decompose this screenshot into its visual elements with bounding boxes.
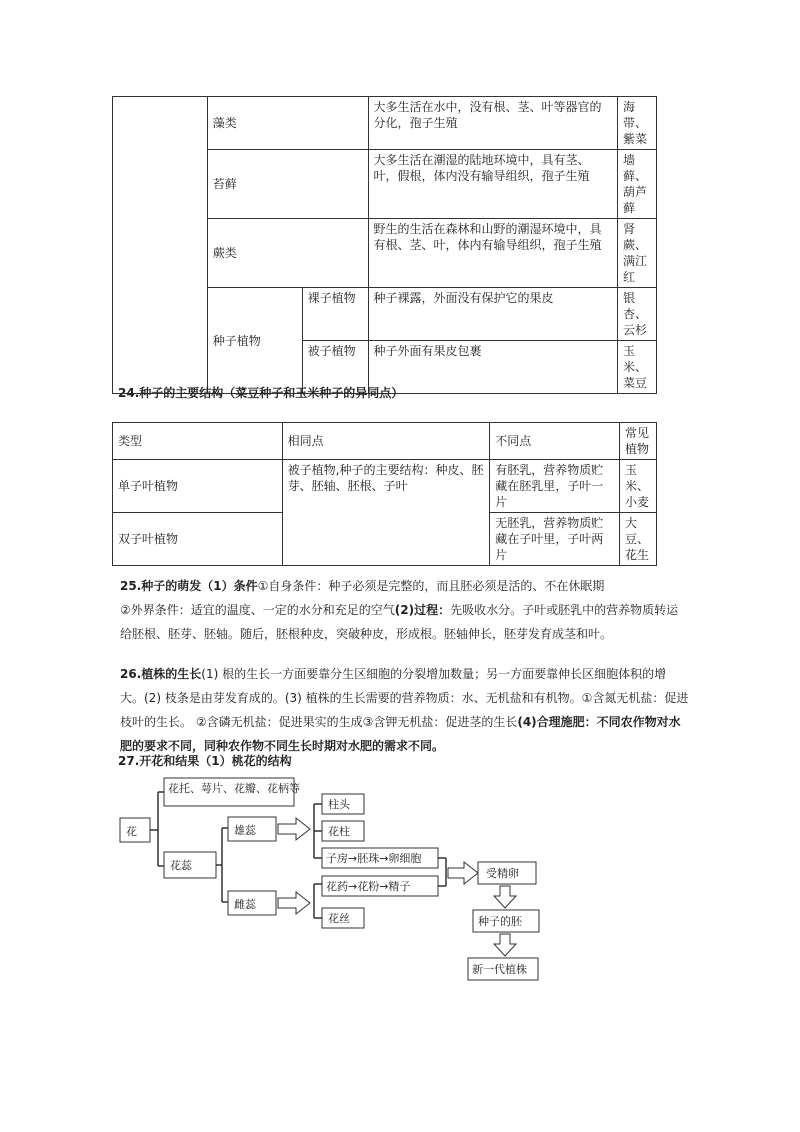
section-25-text: ②外界条件：适宜的温度、一定的水分和充足的空气 (120, 603, 395, 617)
stigma-label: 柱头 (328, 798, 350, 811)
section-25-subtitle: (2)过程： (394, 603, 451, 617)
table-cell: 双子叶植物 (113, 513, 283, 566)
section-27-heading: 27.开花和结果（1）桃花的结构 (118, 754, 292, 768)
arrow-down-icon (494, 934, 516, 956)
section-25-text: 先吸收水分。子叶或胚乳中的营养物质转运给胚根、胚芽、胚轴。随后，胚根种皮，突破种皮，形成根。胚轴伸长，胚芽发育成茎和叶。 (120, 603, 679, 641)
table-header: 不同点 (490, 423, 620, 460)
section-26 (120, 662, 690, 758)
new-plant-label: 新一代植株 (472, 963, 527, 976)
table-header: 类型 (113, 423, 283, 460)
section-25-text: ①自身条件：种子必须是完整的，而且胚必须是活的、不在休眠期 (257, 579, 605, 593)
section-25 (120, 574, 690, 646)
pistil-label: 雌蕊 (234, 898, 256, 911)
style-label: 花柱 (328, 825, 350, 838)
table-cell: 墙藓、葫芦藓 (617, 150, 656, 219)
table-cell: 玉米、小麦 (619, 460, 656, 513)
table-cell: 种子植物 (207, 288, 302, 394)
table-cell: 肾蕨、满江红 (617, 219, 656, 288)
pistil-group-label: 花蕊 (170, 859, 192, 872)
table-cell: 有胚乳，营养物质贮藏在胚乳里，子叶一片 (490, 460, 620, 513)
anther-label: 花药→花粉→精子 (326, 880, 411, 893)
table-cell: 被子植物,种子的主要结构：种皮、胚芽、胚轴、胚根、子叶 (282, 460, 490, 566)
table-header: 相同点 (282, 423, 490, 460)
table-cell: 海带、紫菜 (617, 97, 656, 150)
table-cell: 苔藓 (207, 150, 368, 219)
embryo-label: 种子的胚 (478, 915, 522, 928)
table-cell: 种子裸露，外面没有保护它的果皮 (368, 288, 617, 341)
table-empty-cell (113, 97, 208, 394)
fertilized-egg-label: 受精卵 (486, 867, 519, 880)
section-26-bold-text: (4)合理施肥：不同农作物对水肥的要求不同，同种农作物不同生长时期对水肥的需求不同。 (120, 715, 681, 753)
table-cell: 藻类 (207, 97, 368, 150)
arrow-down-icon (494, 886, 516, 908)
table-cell: 蕨类 (207, 219, 368, 288)
table-cell: 大多生活在水中，没有根、茎、叶等器官的分化，孢子生殖 (368, 97, 617, 150)
plant-classification-table (112, 96, 657, 394)
stamen-label: 雄蕊 (234, 824, 256, 837)
flower-structure-diagram (118, 774, 548, 984)
table-cell: 裸子植物 (302, 288, 368, 341)
table-header: 常见植物 (619, 423, 656, 460)
section-24-heading: 24.种子的主要结构（菜豆种子和玉米种子的异同点） (118, 386, 404, 400)
table-cell: 单子叶植物 (113, 460, 283, 513)
arrow-right-icon (278, 818, 310, 840)
table-cell: 大多生活在潮湿的陆地环境中，具有茎、叶，假根，体内没有输导组织，孢子生殖 (368, 150, 617, 219)
arrow-right-icon (448, 862, 478, 884)
table-cell: 无胚乳，营养物质贮藏在子叶里，子叶两片 (490, 513, 620, 566)
table-cell: 被子植物 (302, 341, 368, 394)
filament-label: 花丝 (328, 912, 350, 925)
table-cell: 大豆、花生 (619, 513, 656, 566)
parts-label: 花托、萼片、花瓣、花柄等 (168, 782, 300, 795)
table-cell: 玉米、菜豆 (617, 341, 656, 394)
flower-label: 花 (126, 825, 137, 838)
seed-structure-table (112, 422, 657, 566)
table-cell: 野生的生活在森林和山野的潮湿环境中，具有根、茎、叶，体内有输导组织，孢子生殖 (368, 219, 617, 288)
section-26-title: 26.植株的生长 (120, 667, 202, 681)
section-25-title: 25.种子的萌发（1）条件 (120, 579, 258, 593)
table-cell: 银杏、云杉 (617, 288, 656, 341)
table-cell: 种子外面有果皮包裹 (368, 341, 617, 394)
ovary-label: 子房→胚珠→卵细胞 (326, 852, 422, 865)
section-26-text: (1) 根的生长一方面要靠分生区细胞的分裂增加数量；另一方面要靠伸长区细胞体积的增大。(2) 枝条是由芽发育成的。(3) 植株的生长需要的营养物质：水、无机盐和有机物。①含氮无机盐：促进枝叶的生长。 ②含磷无机盐：促进果实的生成③含钾无机盐：促进茎的生长 (120, 667, 689, 729)
arrow-right-icon (278, 892, 310, 914)
